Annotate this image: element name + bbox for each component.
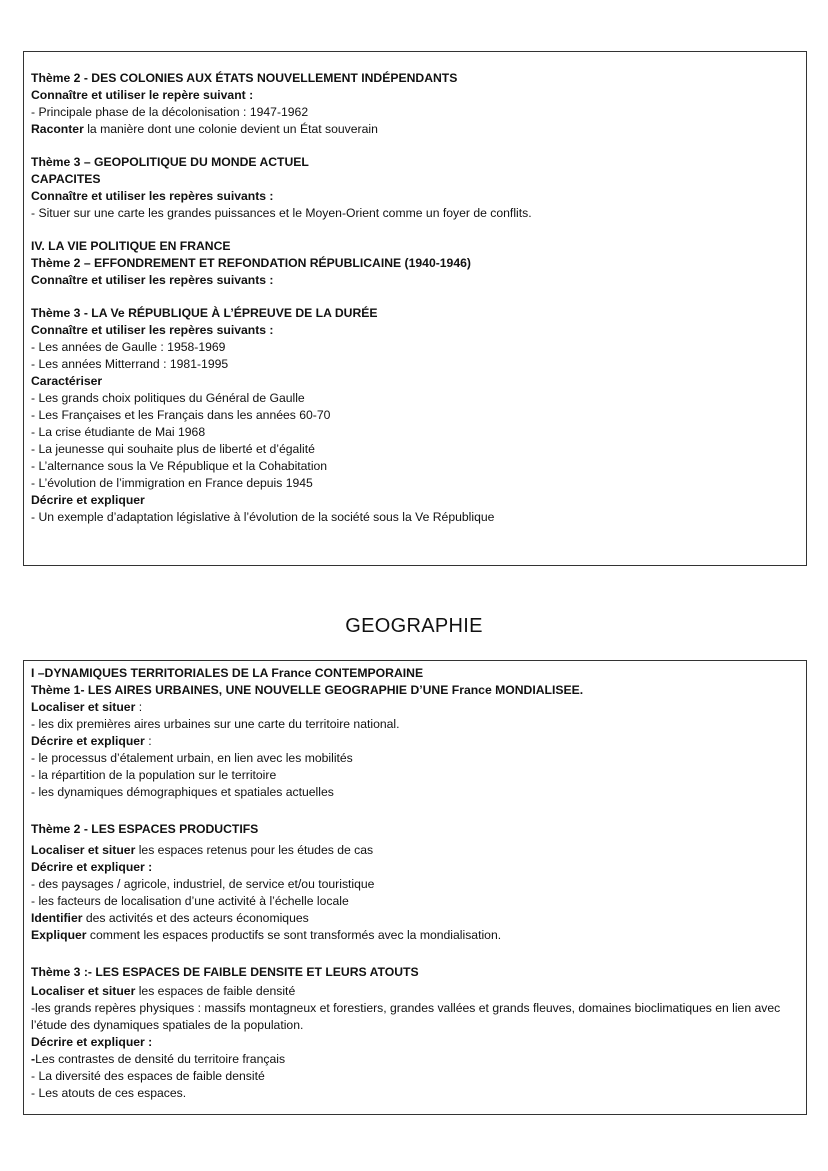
iv-theme3-title: Thème 3 - LA Ve RÉPUBLIQUE À L’ÉPREUVE DE LA DURÉE — [31, 306, 378, 320]
decrire-heading: Décrire et expliquer — [31, 493, 145, 507]
theme2-repere-item: - Principale phase de la décolonisation : 1947-1962 — [31, 105, 309, 119]
list-item: - Un exemple d’adaptation législative à l’évolution de la société sous la Ve République — [31, 510, 495, 524]
list-item: - des paysages / agricole, industriel, de service et/ou touristique — [31, 877, 375, 891]
theme2-title: Thème 2 - DES COLONIES AUX ÉTATS NOUVELLEMENT INDÉPENDANTS — [31, 71, 458, 85]
geo-t3-decrire-heading: Décrire et expliquer : — [31, 1035, 153, 1049]
list-item: - La jeunesse qui souhaite plus de liberté et d’égalité — [31, 442, 315, 456]
list-item: - Les grands choix politiques du Général de Gaulle — [31, 391, 305, 405]
theme3-repere-item: - Situer sur une carte les grandes puissances et le Moyen-Orient comme un foyer de conflits. — [31, 206, 532, 220]
caracteriser-heading: Caractériser — [31, 374, 103, 388]
list-item: - Les atouts de ces espaces. — [31, 1086, 187, 1100]
list-item: - le processus d’étalement urbain, en lien avec les mobilités — [31, 751, 353, 765]
list-item: - Les années de Gaulle : 1958-1969 — [31, 340, 226, 354]
geo-t3-localiser — [31, 983, 806, 1000]
identifier-text: des activités et des acteurs économiques — [82, 911, 309, 925]
list-item: - La diversité des espaces de faible densité — [31, 1069, 265, 1083]
geo-t2-decrire-heading: Décrire et expliquer : — [31, 860, 153, 874]
list-item: - les dynamiques démographiques et spatiales actuelles — [31, 785, 334, 799]
theme2-raconter — [31, 121, 806, 138]
localiser-keyword: Localiser et situer — [31, 984, 136, 998]
geo-t2-identifier — [31, 910, 806, 927]
list-item — [31, 1051, 806, 1068]
geo-t1-localiser — [31, 699, 806, 716]
section-iv-title: IV. LA VIE POLITIQUE EN FRANCE — [31, 239, 231, 253]
geo-t2-expliquer — [31, 927, 806, 944]
localiser-colon: : — [135, 700, 143, 714]
dash-marker: - — [31, 1052, 36, 1066]
theme3-capacites: CAPACITES — [31, 172, 101, 186]
list-item-text: Les contrastes de densité du territoire français — [35, 1052, 286, 1066]
geo-theme2-title: Thème 2 - LES ESPACES PRODUCTIFS — [31, 822, 259, 836]
localiser-keyword: Localiser et situer — [31, 700, 136, 714]
geographie-box — [23, 660, 807, 1115]
geo-t3-reperes: -les grands repères physiques : massifs montagneux et forestiers, grandes vallées et grands fleuves, domaines bioclimatiques en lien avec l’étude des dynamiques spatiales de la population. — [31, 1001, 781, 1032]
theme3-title: Thème 3 – GEOPOLITIQUE DU MONDE ACTUEL — [31, 155, 309, 169]
list-item: - L’alternance sous la Ve République et la Cohabitation — [31, 459, 328, 473]
raconter-text: la manière dont une colonie devient un État souverain — [83, 122, 378, 136]
expliquer-keyword: Expliquer — [31, 928, 87, 942]
theme3-repere-heading: Connaître et utiliser les repères suivants : — [31, 189, 274, 203]
geographie-title: GEOGRAPHIE — [345, 615, 483, 637]
list-item: - Les années Mitterrand : 1981-1995 — [31, 357, 229, 371]
list-item: - les facteurs de localisation d’une activité à l’échelle locale — [31, 894, 349, 908]
iv-theme2-title: Thème 2 – EFFONDREMENT ET REFONDATION RÉPUBLICAINE (1940-1946) — [31, 256, 471, 270]
geo-theme1-title: Thème 1- LES AIRES URBAINES, UNE NOUVELLE GEOGRAPHIE D’UNE France MONDIALISEE. — [31, 683, 584, 697]
geo-theme3-title: Thème 3 :- LES ESPACES DE FAIBLE DENSITE ET LEURS ATOUTS — [31, 965, 419, 979]
list-item: - La crise étudiante de Mai 1968 — [31, 425, 206, 439]
histoire-box — [23, 51, 807, 566]
localiser-text: les espaces de faible densité — [135, 984, 296, 998]
geo-t2-localiser — [31, 842, 806, 859]
list-item: - Les Françaises et les Français dans les années 60-70 — [31, 408, 331, 422]
list-item: - L’évolution de l’immigration en France depuis 1945 — [31, 476, 313, 490]
decrire-colon: : — [144, 734, 152, 748]
decrire-keyword: Décrire et expliquer — [31, 734, 145, 748]
localiser-keyword: Localiser et situer — [31, 843, 136, 857]
raconter-keyword: Raconter — [31, 122, 84, 136]
localiser-text: les espaces retenus pour les études de cas — [135, 843, 374, 857]
geo-section-title: I –DYNAMIQUES TERRITORIALES DE LA France CONTEMPORAINE — [31, 666, 424, 680]
geo-t1-decrire — [31, 733, 806, 750]
expliquer-text: comment les espaces productifs se sont transformés avec la mondialisation. — [86, 928, 502, 942]
theme2-repere-heading: Connaître et utiliser le repère suivant : — [31, 88, 254, 102]
iv-theme2-heading: Connaître et utiliser les repères suivants : — [31, 273, 274, 287]
iv-theme3-heading: Connaître et utiliser les repères suivants : — [31, 323, 274, 337]
list-item: - la répartition de la population sur le territoire — [31, 768, 277, 782]
list-item: - les dix premières aires urbaines sur une carte du territoire national. — [31, 717, 400, 731]
identifier-keyword: Identifier — [31, 911, 83, 925]
